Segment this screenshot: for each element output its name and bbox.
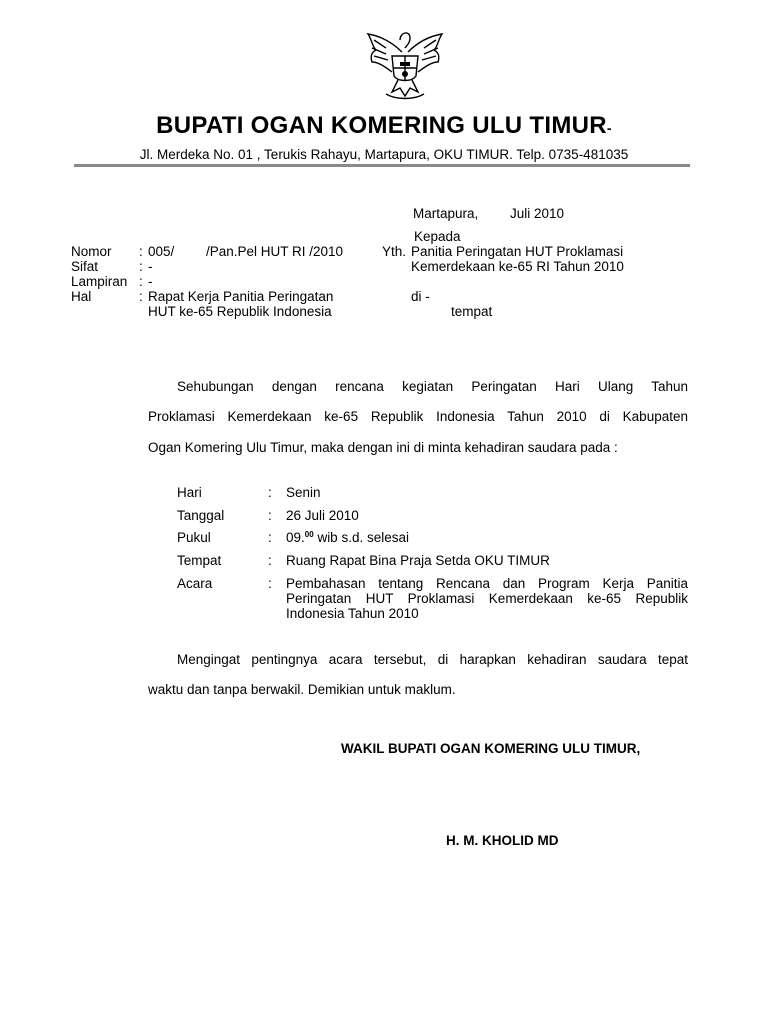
detail-label: Acara — [177, 576, 213, 591]
recipient-di: di - — [411, 289, 430, 304]
meta-label: Hal — [71, 289, 92, 304]
recipient-line2: Kemerdekaan ke-65 RI Tahun 2010 — [411, 259, 624, 274]
garuda-emblem-icon — [362, 22, 448, 102]
detail-value: Pembahasan tentang Rencana dan Program Kerja Panitia — [286, 576, 688, 591]
meta-colon: : — [139, 259, 143, 274]
meta-value: Rapat Kerja Panitia Peringatan — [148, 289, 334, 304]
meta-colon: : — [139, 244, 143, 259]
signature-position: WAKIL BUPATI OGAN KOMERING ULU TIMUR, — [341, 741, 641, 756]
meta-label: Lampiran — [71, 274, 128, 289]
letterhead-title: BUPATI OGAN KOMERING ULU TIMUR- — [156, 112, 612, 139]
recipient-kepada: Kepada — [414, 229, 461, 244]
body-paragraph-line: Mengingat pentingnya acara tersebut, di harapkan kehadiran saudara tepat — [177, 652, 688, 667]
recipient-line1: Panitia Peringatan HUT Proklamasi — [411, 244, 624, 259]
meta-value: 005/ — [148, 244, 175, 259]
meta-colon: : — [139, 274, 143, 289]
recipient-yth: Yth. — [382, 244, 407, 259]
body-paragraph-line: Ogan Komering Ulu Timur, maka dengan ini di minta kehadiran saudara pada : — [148, 440, 618, 455]
signature-name: H. M. KHOLID MD — [446, 833, 559, 848]
detail-colon: : — [268, 530, 272, 545]
body-paragraph-line: Proklamasi Kemerdekaan ke-65 Republik Indonesia Tahun 2010 di Kabupaten — [148, 409, 688, 424]
meta-value-line2: HUT ke-65 Republik Indonesia — [148, 304, 332, 319]
detail-label: Hari — [177, 485, 202, 500]
meta-label: Nomor — [71, 244, 112, 259]
meta-value: - — [148, 259, 153, 274]
date-value: Juli 2010 — [510, 206, 565, 221]
detail-value: Senin — [286, 485, 321, 500]
letterhead-divider — [74, 164, 690, 167]
body-paragraph-line: Sehubungan dengan rencana kegiatan Peringatan Hari Ulang Tahun — [177, 379, 688, 394]
meta-value: - — [148, 274, 153, 289]
meta-colon: : — [139, 289, 143, 304]
recipient-tempat: tempat — [451, 304, 493, 319]
detail-label: Tempat — [177, 553, 222, 568]
detail-colon: : — [268, 485, 272, 500]
meta-value-suffix: /Pan.Pel HUT RI /2010 — [206, 244, 344, 259]
detail-colon: : — [268, 553, 272, 568]
detail-value: 09.00 wib s.d. selesai — [286, 530, 409, 545]
detail-value-line2: Peringatan HUT Proklamasi Kemerdekaan ke-65 Republik — [286, 591, 688, 606]
body-paragraph-line: waktu dan tanpa berwakil. Demikian untuk maklum. — [148, 682, 456, 697]
detail-colon: : — [268, 576, 272, 591]
letterhead-address: Jl. Merdeka No. 01 , Terukis Rahayu, Martapura, OKU TIMUR. Telp. 0735-481035 — [139, 147, 629, 162]
detail-value: 26 Juli 2010 — [286, 508, 359, 523]
detail-colon: : — [268, 508, 272, 523]
meta-label: Sifat — [71, 259, 99, 274]
detail-label: Pukul — [177, 530, 211, 545]
date-place: Martapura, — [413, 206, 479, 221]
detail-label: Tanggal — [177, 508, 225, 523]
detail-value: Ruang Rapat Bina Praja Setda OKU TIMUR — [286, 553, 550, 568]
detail-value-line3: Indonesia Tahun 2010 — [286, 606, 419, 621]
